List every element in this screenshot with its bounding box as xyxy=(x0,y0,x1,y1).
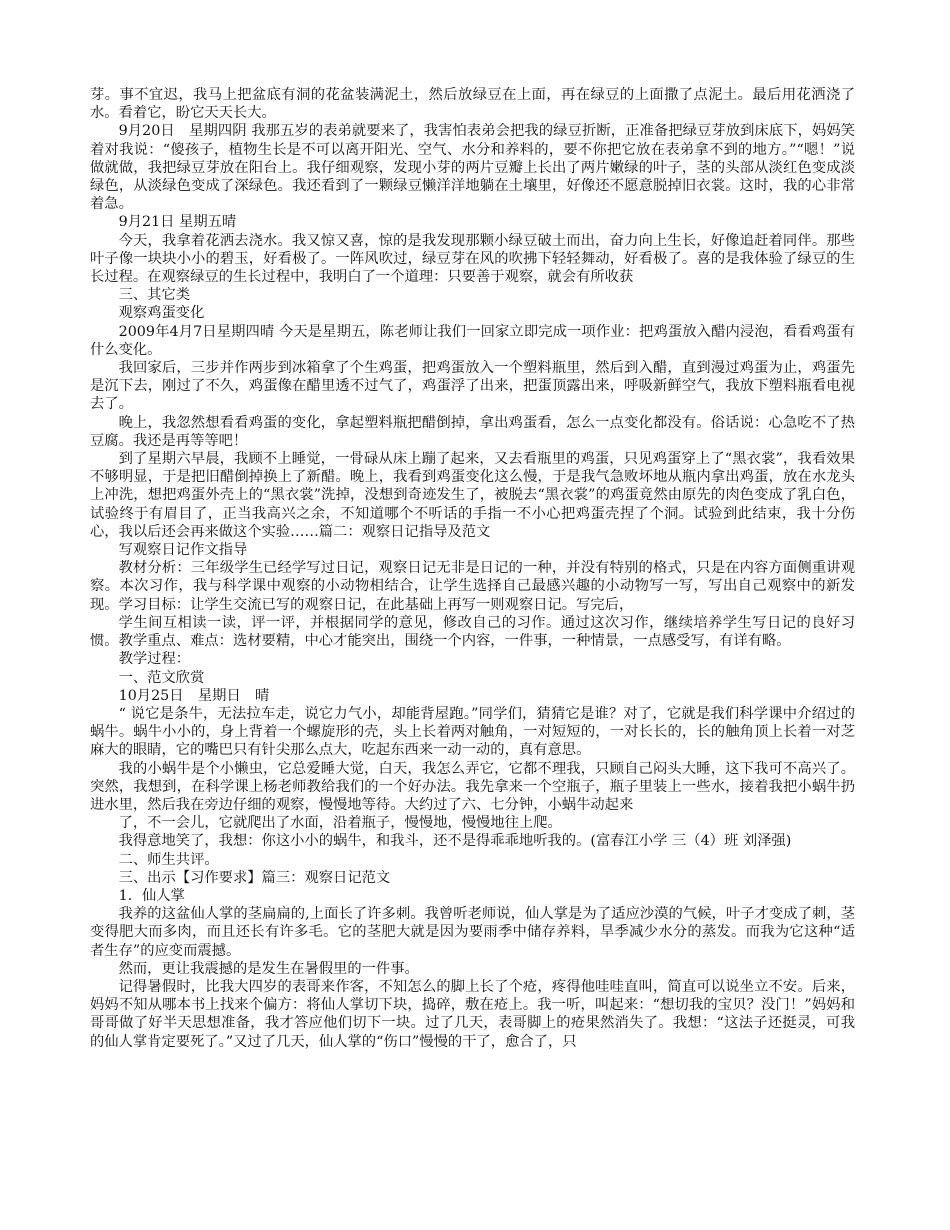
article-title: 1．仙人掌 xyxy=(118,887,185,904)
section-heading: 一、范文欣赏 xyxy=(118,669,205,686)
section-heading: 二、师生共评。 xyxy=(118,851,219,868)
section-heading: 三、其它类 xyxy=(118,287,191,304)
paragraph: 到了星期六早晨，我顾不上睡觉，一骨碌从床上蹦了起来，又去看瓶里的鸡蛋，只见鸡蛋穿上了“黑衣裳”，我看效果不够明显，于是把旧醋倒掉换上了新醋。晚上，我看到鸡蛋变化这么慢，于是我气急败坏地从瓶内拿出鸡蛋，放在水龙头上冲洗，想把鸡蛋外壳上的“黑衣裳”洗掉，没想到奇迹发生了，被脱去“黑衣裳”的鸡蛋竟然由原先的肉色变成了乳白色，试验终于有眉目了，正当我高兴之余，不知道哪个不听话的手指一不小心把鸡蛋壳捏了个洞。试验到此结束，我十分伤心，我以后还会再来做这个实验……篇二：观察日记指导及范文 xyxy=(90,451,855,540)
diary-date: 9月21日 星期五晴 xyxy=(118,214,237,231)
diary-date: 10月25日 星期日 晴 xyxy=(118,687,270,704)
article-title: 观察鸡蛋变化 xyxy=(118,305,205,322)
paragraph: 我的小蜗牛是个小懒虫，它总爱睡大觉，白天，我怎么弄它，它都不理我，只顾自己闷头大睡，这下我可不高兴了。突然，我想到，在科学课上杨老师教给我们的一个好办法。我先拿来一个空瓶子，瓶子里装上一些水，接着我把小蜗牛扔进水里，然后我在旁边仔细的观察，慢慢地等待。大约过了六、七分钟，小蜗牛动起来 xyxy=(90,760,855,813)
paragraph: 然而，更让我震撼的是发生在暑假里的一件事。 xyxy=(118,960,419,977)
paragraph: 了，不一会儿，它就爬出了水面，沿着瓶子，慢慢地，慢慢地往上爬。 xyxy=(118,815,562,832)
paragraph: 芽。事不宜迟，我马上把盆底有洞的花盆装满泥土，然后放绿豆在上面，再在绿豆的上面撒了点泥土。最后用花洒浇了水。看着它，盼它天天长大。 xyxy=(90,87,855,122)
paragraph: 我得意地笑了，我想：你这小小的蜗牛，和我斗，还不是得乖乖地听我的。(富春江小学 三（4）班 刘泽强) xyxy=(118,833,792,850)
section-heading: 三、出示【习作要求】篇三：观察日记范文 xyxy=(118,869,391,886)
paragraph: 记得暑假时，比我大四岁的表哥来作客，不知怎么的脚上长了个疮，疼得他哇哇直叫，简直可以说坐立不安。后来，妈妈不知从哪本书上找来个偏方：将仙人掌切下块，捣碎，敷在疮上。我一听，叫起来：“想切我的宝贝？没门！”妈妈和哥哥做了好半天思想准备，我才答应他们切下一块。过了几天，表哥脚上的疮果然消失了。我想：“这法子还挺灵，可我的仙人掌肯定要死了。”又过了几天，仙人掌的“伤口”慢慢的干了，愈合了，只 xyxy=(90,978,855,1050)
paragraph: “ 说它是条牛，无法拉车走，说它力气小，却能背屋跑。”同学们，猜猜它是谁？对了，它就是我们科学课中介绍过的蜗牛。蜗牛小小的，身上背着一个螺旋形的壳，头上长着两对触角，一对短短的，一对长长的，长的触角顶上长着一对芝麻大的眼睛，它的嘴巴只有针尖那么点大，吃起东西来一动一动的，真有意思。 xyxy=(90,705,855,759)
paragraph: 我养的这盆仙人掌的茎扁扁的,上面长了许多刺。我曾听老师说，仙人掌是为了适应沙漠的气候，叶子才变成了刺，茎变得肥大而多肉，而且还长有许多毛。它的茎肥大就是因为要雨季中储存养料，旱季减少水分的蒸发。而我为它这种“适者生存”的应变而震撼。 xyxy=(90,906,855,959)
paragraph: 今天，我拿着花洒去浇水。我又惊又喜，惊的是我发现那颗小绿豆破土而出，奋力向上生长，好像追赶着同伴。那些叶子像一块块小小的碧玉，好看极了。一阵风吹过，绿豆芽在风的吹拂下轻轻舞动，好看极了。喜的是我体验了绿豆的生长过程。在观察绿豆的生长过程中，我明白了一个道理：只要善于观察，就会有所收获 xyxy=(90,232,855,286)
paragraph: 2009年4月7日星期四晴 今天是星期五，陈老师让我们一回家立即完成一项作业：把鸡蛋放入醋内浸泡，看看鸡蛋有什么变化。 xyxy=(90,323,855,358)
paragraph: 教学过程： xyxy=(118,651,191,668)
paragraph: 教材分析：三年级学生已经学写过日记，观察日记无非是日记的一种，并没有特别的格式，只是在内容方面侧重讲观察。本次习作，我与科学课中观察的小动物相结合，让学生选择自己最感兴趣的小动物写一写，写出自己观察中的新发现。学习目标：让学生交流已写的观察日记，在此基础上再写一则观察日记。写完后， xyxy=(90,560,855,613)
paragraph: 9月20日 星期四阴 我那五岁的表弟就要来了，我害怕表弟会把我的绿豆折断，正准备把绿豆芽放到床底下，妈妈笑着对我说：“傻孩子，植物生长是不可以离开阳光、空气、水分和养料的，要不你把它放在表弟拿不到的地方。”“嗯！”说做就做，我把绿豆芽放在阳台上。我仔细观察，发现小芽的两片豆瓣上长出了两片嫩绿的叶子，茎的头部从淡红色变成淡绿色，从淡绿色变成了深绿色。我还看到了一颗绿豆懒洋洋地躺在土壤里，好像还不愿意脱掉旧衣裳。这时，我的心非常着急。 xyxy=(90,123,855,213)
paragraph: 学生间互相读一读，评一评，并根据同学的意见，修改自己的习作。通过这次习作，继续培养学生写日记的良好习惯。教学重点、难点：选材要精，中心才能突出，围绕一个内容，一件事，一种情景，一点感受写，有详有略。 xyxy=(90,614,855,650)
paragraph: 我回家后，三步并作两步到冰箱拿了个生鸡蛋，把鸡蛋放入一个塑料瓶里，然后到入醋，直到漫过鸡蛋为止，鸡蛋先是沉下去，刚过了不久，鸡蛋像在醋里透不过气了，鸡蛋浮了出来，把蛋顶露出来，呼吸新鲜空气，我放下塑料瓶看电视去了。 xyxy=(90,360,855,413)
paragraph: 晚上，我忽然想看看鸡蛋的变化，拿起塑料瓶把醋倒掉，拿出鸡蛋看，怎么一点变化都没有。俗话说：心急吃不了热豆腐。我还是再等等吧！ xyxy=(90,414,855,449)
article-title: 写观察日记作文指导 xyxy=(118,542,248,559)
document-body xyxy=(90,86,855,1051)
